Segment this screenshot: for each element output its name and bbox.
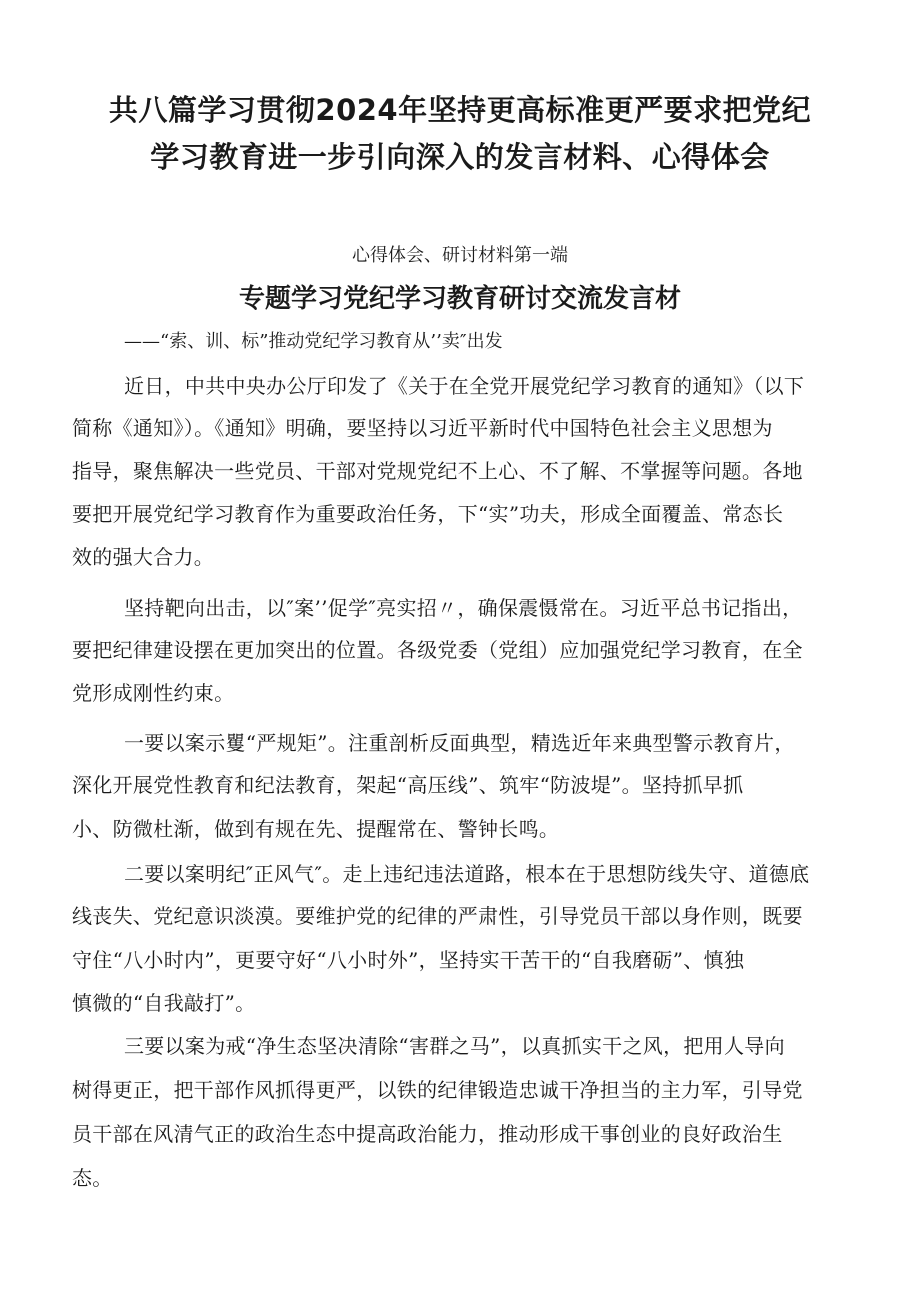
section-title: 专题学习党纪学习教育研讨交流发言材 — [238, 284, 681, 314]
paragraph-1-line-2: 简称《通知》）。《通知》明确，要坚持以习近平新时代中国特色社会主义思想为 — [72, 416, 773, 440]
paragraph-1-line-4: 要把开展党纪学习教育作为重要政治任务，下“实”功夫，形成全面覆盖、常态长 — [72, 502, 784, 526]
paragraph-3-line-2: 深化开展党性教育和纪法教育，架起“高压线”、筑牢“防波堤”。坚持抓早抓 — [72, 773, 744, 797]
paragraph-2-line-1: 坚持靶向出击，以″案’’促学″亮实招〃，确保震慑常在。习近平总书记指出， — [124, 596, 803, 620]
paragraph-1-line-1: 近日，中共中央办公厅印发了《关于在全党开展党纪学习教育的通知》（以下 — [124, 374, 805, 398]
paragraph-3-line-1: 一要以案示矍“严规矩”。注重剖析反面典型，精选近年来典型警示教育片， — [124, 731, 795, 755]
paragraph-5-line-2: 树得更正，把干部作风抓得更严，以铁的纪律锻造忠诚干净担当的主力军，引导党 — [72, 1078, 803, 1102]
paragraph-1-line-3: 指导，聚焦解决一些党员、干部对党规党纪不上心、不了解、不掌握等问题。各地 — [72, 459, 803, 483]
section-label: 心得体会、研讨材料第一端 — [352, 245, 568, 266]
paragraph-2-line-2: 要把纪律建设摆在更加突出的位置。各级党委（党组）应加强党纪学习教育，在全 — [72, 638, 803, 662]
document-title-line-2: 学习教育进一步引向深入的发言材料、心得体会 — [150, 140, 770, 174]
paragraph-4-line-1: 二要以案明纪″正风气″。走上违纪违法道路，根本在于思想防线失守、道德底 — [124, 862, 810, 886]
paragraph-5-line-1: 三要以案为戒“净生态坚决清除“害群之马”，以真抓实干之风，把用人导向 — [124, 1034, 785, 1058]
paragraph-5-line-3: 员干部在风清气正的政治生态中提高政治能力，推动形成干事创业的良好政治生 — [72, 1122, 783, 1146]
paragraph-3-line-3: 小、防微杜渐，做到有规在先、提醒常在、警钟长鸣。 — [72, 817, 560, 841]
paragraph-4-line-2: 线丧失、党纪意识淡漠。要维护党的纪律的严肃性，引导党员干部以身作则，既要 — [72, 904, 803, 928]
paragraph-2-line-3: 党形成刚性约束。 — [72, 681, 235, 705]
paragraph-4-line-3: 守住“八小时内”，更要守好“八小时外”，坚持实干苦干的“自我磨砺”、慎独 — [72, 948, 745, 972]
paragraph-5-line-4: 态。 — [72, 1166, 113, 1190]
document-title-line-1: 共八篇学习贯彻2024年坚持更高标准更严要求把党纪 — [108, 93, 812, 127]
section-subtitle: ——“索、训、标”推动党纪学习教育从’’卖″出发 — [124, 331, 503, 352]
paragraph-4-line-4: 慎微的“自我敲打”。 — [72, 991, 256, 1015]
paragraph-1-line-5: 效的强大合力。 — [72, 545, 215, 569]
